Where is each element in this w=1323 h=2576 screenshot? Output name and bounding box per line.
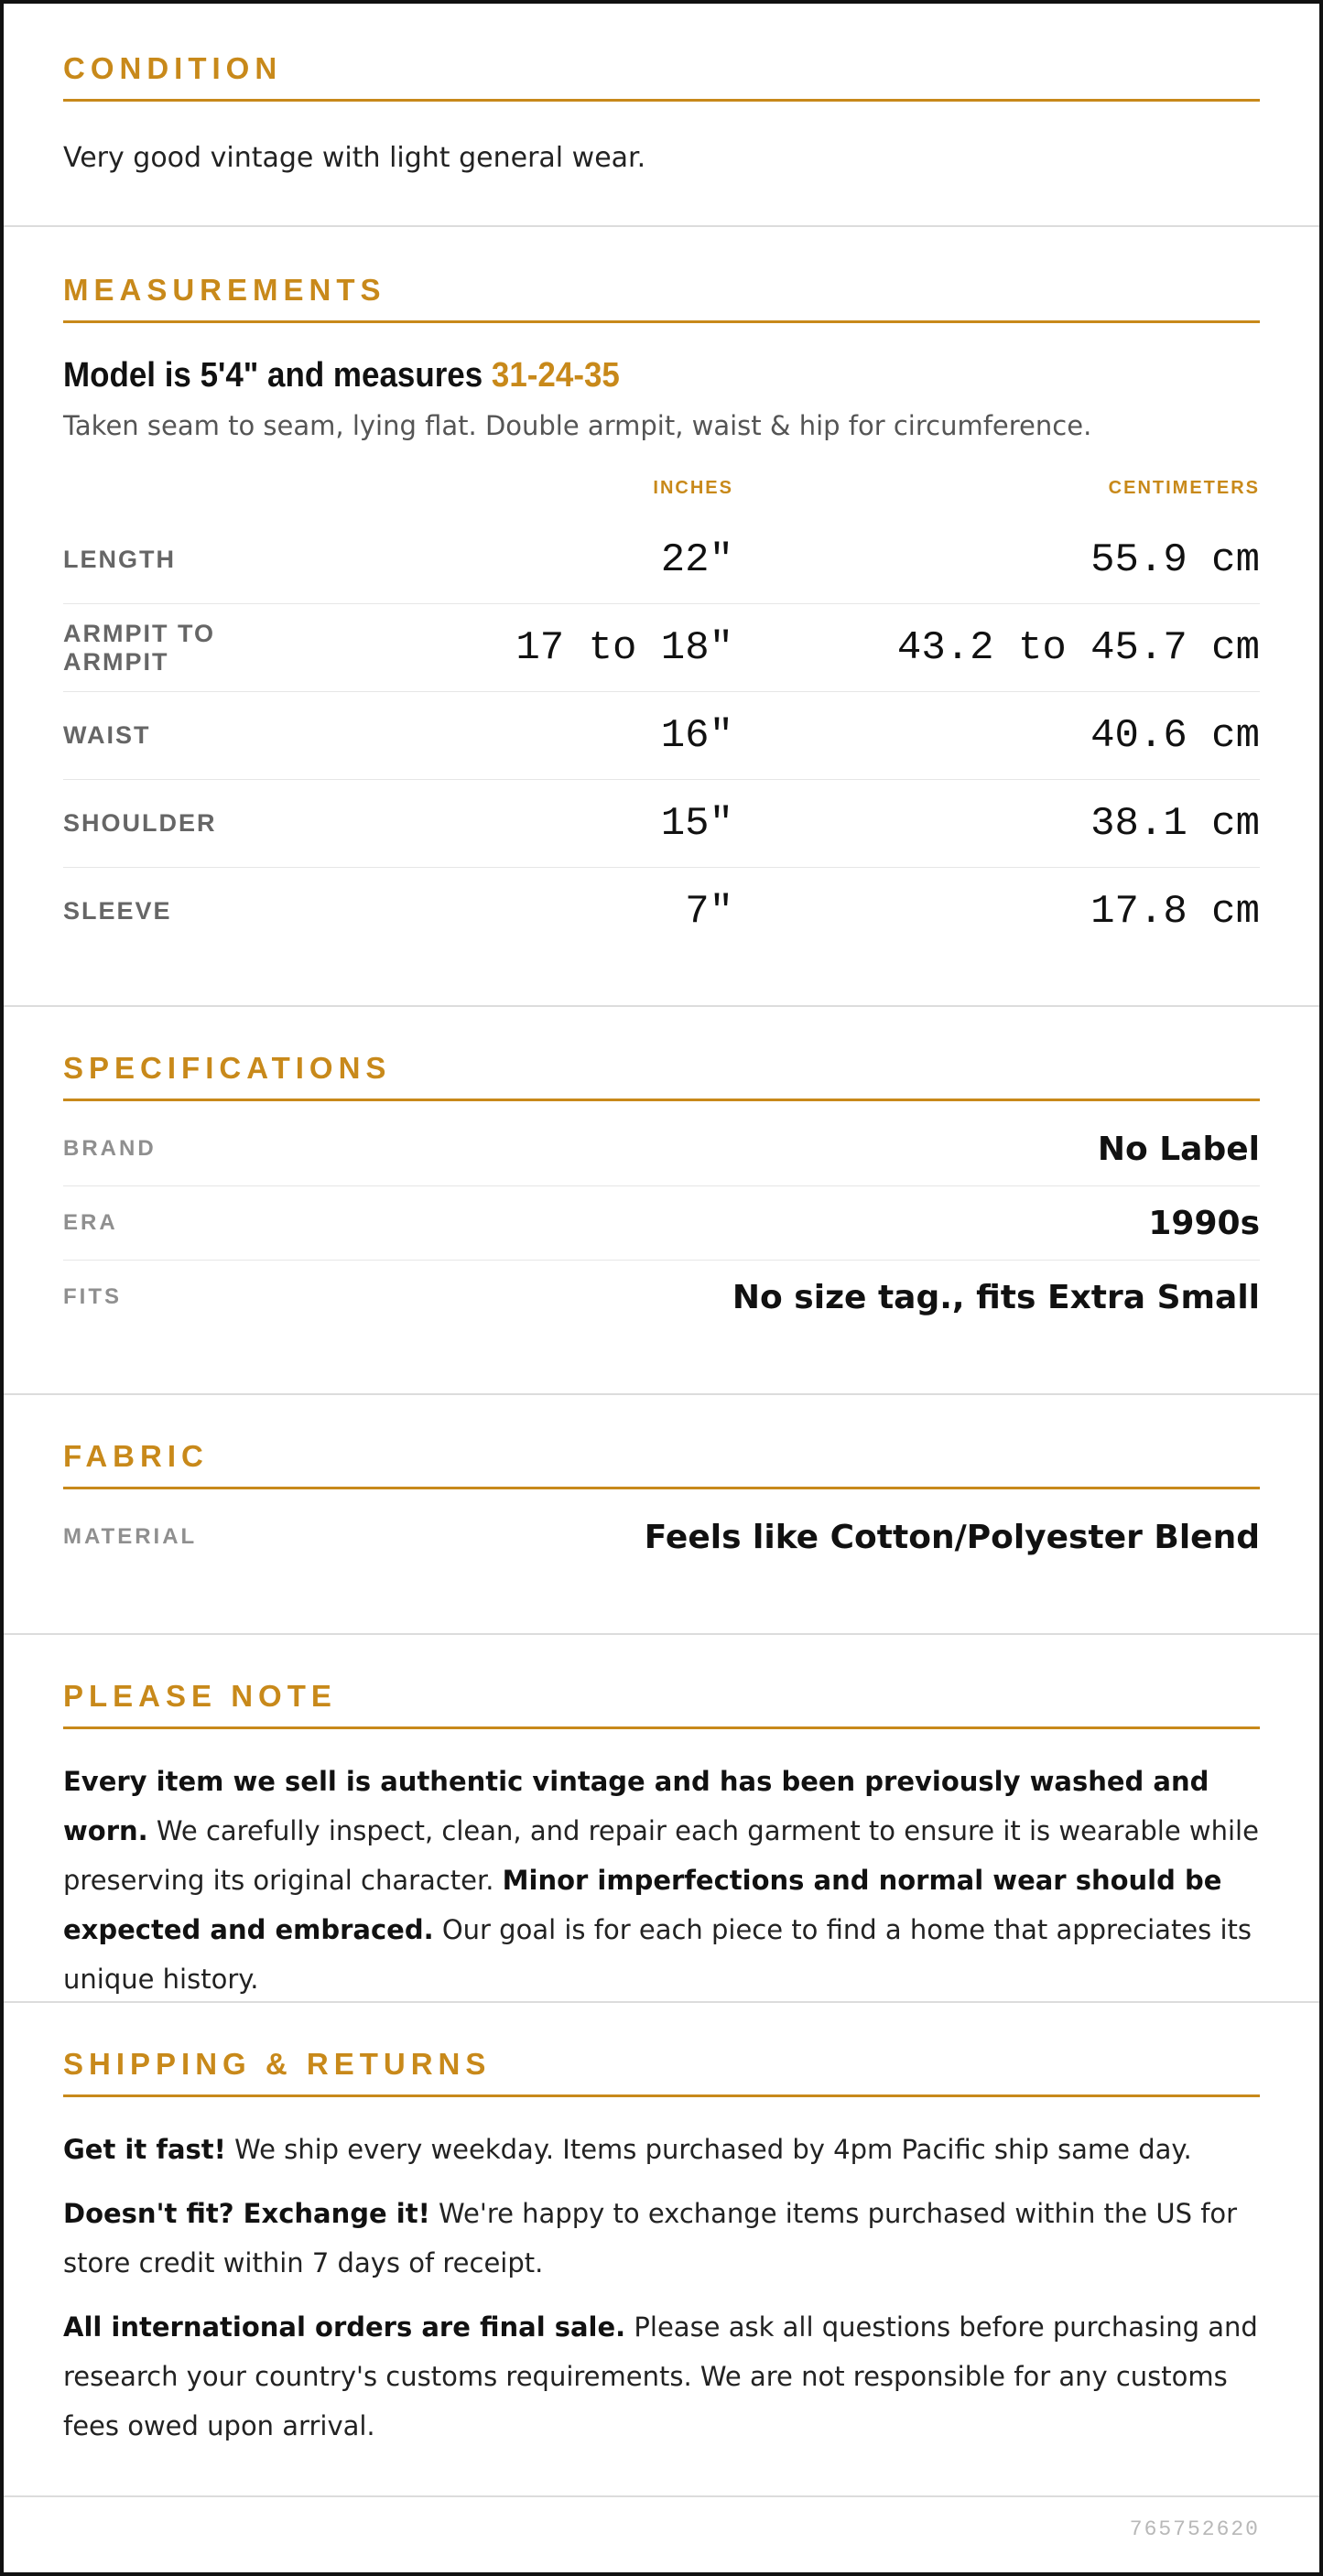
measurement-inches: 16" xyxy=(660,712,733,759)
model-measurements xyxy=(63,356,1164,395)
measurement-inches: 17 to 18" xyxy=(515,624,733,671)
condition-section xyxy=(4,4,1319,227)
spec-label: BRAND xyxy=(63,1136,157,1161)
note-bold-2: Minor imperfections and normal wear should be expected and embraced. xyxy=(63,1865,1222,1945)
measurements-header xyxy=(63,478,1260,505)
fabric-section xyxy=(4,1395,1319,1635)
fabric-label: MATERIAL xyxy=(63,1524,198,1549)
note-text-2: Our goal is for each piece to find a home that appreciates its unique history. xyxy=(63,1914,1253,1995)
shipping-returns-section xyxy=(4,2003,1319,2497)
measurement-inches: 22" xyxy=(660,536,733,583)
measurement-label: SLEEVE xyxy=(63,897,172,925)
spec-value: 1990s xyxy=(1148,1204,1260,1242)
shipping-bold-1: Get it fast! xyxy=(63,2134,226,2165)
shipping-text-3: Please ask all questions before purchasing and research your country's customs requirements. We are not responsible for any customs fees owed upon arrival. xyxy=(63,2311,1258,2441)
please-note-text xyxy=(63,1757,1260,2004)
shipping-bold-3: All international orders are final sale. xyxy=(63,2311,626,2343)
shipping-paragraph-2 xyxy=(63,2189,1260,2288)
specifications-section xyxy=(4,1007,1319,1395)
measurements-subtitle: Taken seam to seam, lying flat. Double armpit, waist & hip for circumference. xyxy=(63,410,1092,441)
measurements-table xyxy=(63,516,1260,955)
model-value: 31-24-35 xyxy=(491,356,620,395)
measurement-row-armpit xyxy=(63,604,1260,692)
product-id: 765752620 xyxy=(1129,2517,1260,2541)
please-note-section xyxy=(4,1635,1319,2003)
measurement-row-length xyxy=(63,516,1260,604)
specifications-list xyxy=(63,1112,1260,1334)
measurement-label: LENGTH xyxy=(63,546,176,573)
fabric-row-material xyxy=(63,1500,1260,1574)
please-note-title: PLEASE NOTE xyxy=(63,1679,1260,1729)
condition-text: Very good vintage with light general wear. xyxy=(63,142,646,174)
inches-column-header: INCHES xyxy=(653,478,733,498)
measurement-label: SHOULDER xyxy=(63,809,217,837)
measurement-label: WAIST xyxy=(63,721,151,749)
shipping-text-1: We ship every weekday. Items purchased by 4pm Pacific ship same day. xyxy=(225,2134,1192,2165)
spec-label: FITS xyxy=(63,1284,122,1309)
condition-title: CONDITION xyxy=(63,51,1260,102)
fabric-list xyxy=(63,1500,1260,1574)
fabric-value: Feels like Cotton/Polyester Blend xyxy=(644,1518,1260,1556)
model-prefix: Model is 5'4" and measures xyxy=(63,356,492,395)
measurement-row-waist xyxy=(63,692,1260,780)
shipping-bold-2: Doesn't fit? Exchange it! xyxy=(63,2198,430,2229)
measurement-inches: 15" xyxy=(660,800,733,847)
measurement-cm: 17.8 cm xyxy=(1090,888,1260,935)
spec-row-brand xyxy=(63,1112,1260,1186)
measurements-section xyxy=(4,227,1319,1007)
shipping-text-2: We're happy to exchange items purchased within the US for store credit within 7 days of receipt. xyxy=(63,2198,1238,2278)
measurement-inches: 7" xyxy=(685,888,733,935)
shipping-paragraph-1 xyxy=(63,2125,1260,2174)
centimeters-column-header: CENTIMETERS xyxy=(1108,478,1260,498)
measurement-cm: 43.2 to 45.7 cm xyxy=(896,624,1260,671)
spec-row-era xyxy=(63,1186,1260,1261)
measurement-cm: 38.1 cm xyxy=(1090,800,1260,847)
shipping-returns-title: SHIPPING & RETURNS xyxy=(63,2047,1260,2097)
note-text-1: We carefully inspect, clean, and repair each garment to ensure it is wearable while preserving its original character. xyxy=(63,1815,1259,1896)
measurement-row-sleeve xyxy=(63,868,1260,955)
measurement-cm: 40.6 cm xyxy=(1090,712,1260,759)
measurement-cm: 55.9 cm xyxy=(1090,536,1260,583)
spec-value: No Label xyxy=(1097,1130,1260,1168)
note-bold-1: Every item we sell is authentic vintage and has been previously washed and worn. xyxy=(63,1766,1209,1846)
shipping-paragraph-3 xyxy=(63,2302,1260,2451)
spec-row-fits xyxy=(63,1261,1260,1334)
specifications-title: SPECIFICATIONS xyxy=(63,1051,1260,1101)
measurements-title: MEASUREMENTS xyxy=(63,273,1260,323)
measurement-label: ARMPIT TO ARMPIT xyxy=(63,619,215,676)
spec-label: ERA xyxy=(63,1210,118,1235)
spec-value: No size tag., fits Extra Small xyxy=(732,1278,1260,1316)
fabric-title: FABRIC xyxy=(63,1439,1260,1489)
measurement-row-shoulder xyxy=(63,780,1260,868)
